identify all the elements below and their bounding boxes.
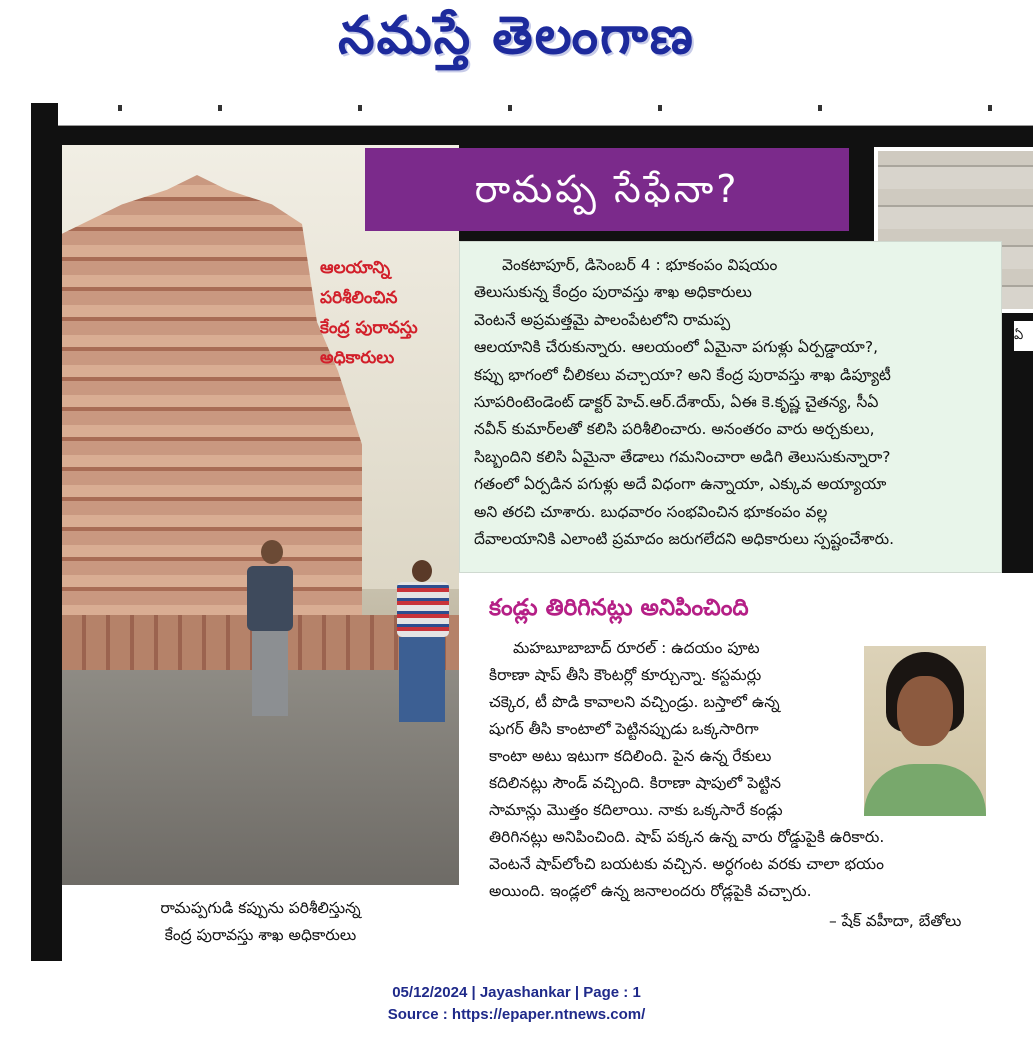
photo-caption: రామప్పగుడి కప్పును పరిశీలిస్తున్న కేంద్ర పురావస్తు శాఖ అధికారులు [62, 885, 459, 961]
newspaper-logo: నమస్తే తెలంగాణ [338, 6, 695, 66]
temple-photo [62, 145, 459, 885]
masthead [0, 0, 1033, 100]
crack-photo-caption-fragment: ఏ [1014, 321, 1033, 351]
sidebar-story-body: మహబూబాబాద్ రూరల్ : ఉదయం పూట కిరాణా షాప్ తీసి కౌంటర్లో కూర్చున్నా. కస్టమర్లు చక్కెర, టీ పొడి కావాలని వచ్చిండ్రు. బస్తాలో ఉన్న షుగర్ తీసి కాంటాలో పెట్టినప్పుడు ఒక్కసారిగా కాంటా అటు ఇటుగా కదిలింది. పైన ఉన్న రేకులు కదిలినట్లు సౌండ్ వచ్చింది. కిరాణా షాపులో పెట్టిన సామాన్లు మొత్తం కదిలాయి. నాకు ఒక్కసారే కండ్లు తిరిగినట్లు అనిపించింది. షాప్ పక్కన ఉన్న వారు రోడ్డుపైకి ఉరికారు. వెంటనే షాప్‌లోంచి బయటకు వచ్చిన. అర్ధగంట వరకు చాలా భయం అయింది. ఇండ్లలో ఉన్న జనాలందరు రోడ్లపైకి వచ్చారు. [489, 639, 885, 900]
article-clipping [31, 103, 1033, 961]
woman-portrait-photo [864, 646, 986, 816]
sidebar-story-byline: – షేక్ వహీదా, బేతోలు [829, 912, 962, 930]
sidebar-story-title: కండ్లు తిరిగినట్లు అనిపించింది [489, 595, 749, 621]
source-link[interactable]: Source : https://epaper.ntnews.com/ [387, 1006, 646, 1023]
edition-info: 05/12/2024 | Jayashankar | Page : 1 [392, 984, 641, 1001]
headline: రామప్ప సేఫేనా? [365, 148, 849, 231]
sidebar-story [459, 573, 1033, 961]
official-figure-striped [387, 560, 457, 730]
page-footer [0, 982, 1033, 1026]
official-figure [247, 540, 297, 720]
main-story: వెంకటాపూర్, డిసెంబర్ 4 : భూకంపం విషయం తెలుసుకున్న కేంద్రం పురావస్తు శాఖ అధికారులు వెంటనే అప్రమత్తమై పాలంపేటలోని రామప్ప ఆలయానికి చేరుకున్నారు. ఆలయంలో ఏమైనా పగుళ్లు ఏర్పడ్డాయా?, కప్పు భాగంలో చీలికలు వచ్చాయా? అని కేంద్ర పురావస్తు శాఖ డిప్యూటీ సూపరింటెండెంట్ డాక్టర్ హెచ్.ఆర్.దేశాయ్, ఏఈ కె.కృష్ణ చైతన్య, సీఏ నవీన్ కుమార్‌లతో కలిసి పరిశీలించారు. అనంతరం వారు అర్చకులు, సిబ్బందిని కలిసి ఏమైనా తేడాలు గమనించారా అడిగి తెలుసుకున్నారా? గతంలో ఏర్పడిన పగుళ్లు అదే విధంగా ఉన్నాయా, ఎక్కువ అయ్యాయా అని తరచి చూశారు. బుధవారం సంభవించిన భూకంపం వల్ల దేవాలయానికి ఎలాంటి ప్రమాదం జరుగలేదని అధికారులు స్పష్టంచేశారు. [459, 241, 1002, 573]
previous-article-strip [58, 103, 1033, 126]
photo-overlay-text: ఆలయాన్ని పరిశీలించిన కేంద్ర పురావస్తు అధికారులు [320, 258, 418, 368]
